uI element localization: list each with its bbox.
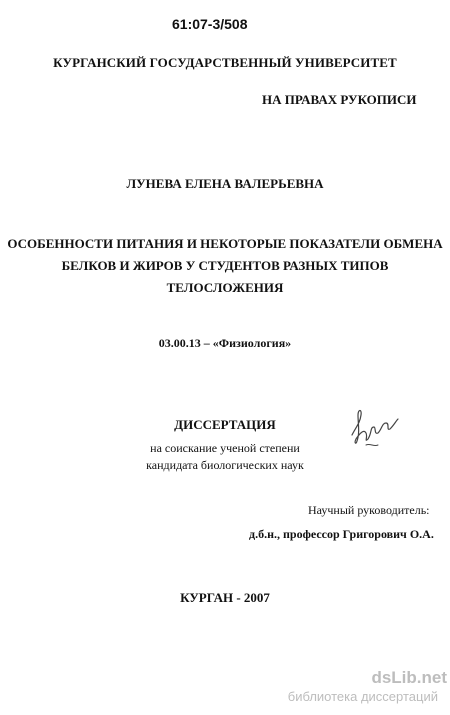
title-line: БЕЛКОВ И ЖИРОВ У СТУДЕНТОВ РАЗНЫХ ТИПОВ [61, 258, 389, 273]
handwritten-signature [348, 405, 403, 453]
supervisor-name: д.б.н., профессор Григорович О.А. [249, 527, 434, 541]
dslib-subtitle: библиотека диссертаций [287, 689, 438, 704]
degree-line: на соискание ученой степени [150, 441, 300, 455]
title-line: ОСОБЕННОСТИ ПИТАНИЯ И НЕКОТОРЫЕ ПОКАЗАТЕЛИ ОБМЕНА [7, 236, 443, 251]
specialty: 03.00.13 – «Физиология» [158, 336, 292, 350]
degree-line: кандидата биологических наук [146, 458, 304, 472]
dissertation-title [0, 233, 450, 299]
city-year: КУРГАН - 2007 [180, 590, 270, 605]
manuscript-rights: НА ПРАВАХ РУКОПИСИ [262, 92, 417, 107]
dslib-logo: dsLib.net [371, 668, 447, 687]
university-name: КУРГАНСКИЙ ГОСУДАРСТВЕННЫЙ УНИВЕРСИТЕТ [53, 55, 397, 70]
title-line: ТЕЛОСЛОЖЕНИЯ [166, 280, 284, 295]
supervisor-label: Научный руководитель: [308, 503, 430, 517]
dissertation-label: ДИССЕРТАЦИЯ [174, 417, 276, 432]
author-name: ЛУНЕВА ЕЛЕНА ВАЛЕРЬЕВНА [126, 176, 324, 191]
archive-code: 61:07-3/508 [172, 16, 248, 32]
